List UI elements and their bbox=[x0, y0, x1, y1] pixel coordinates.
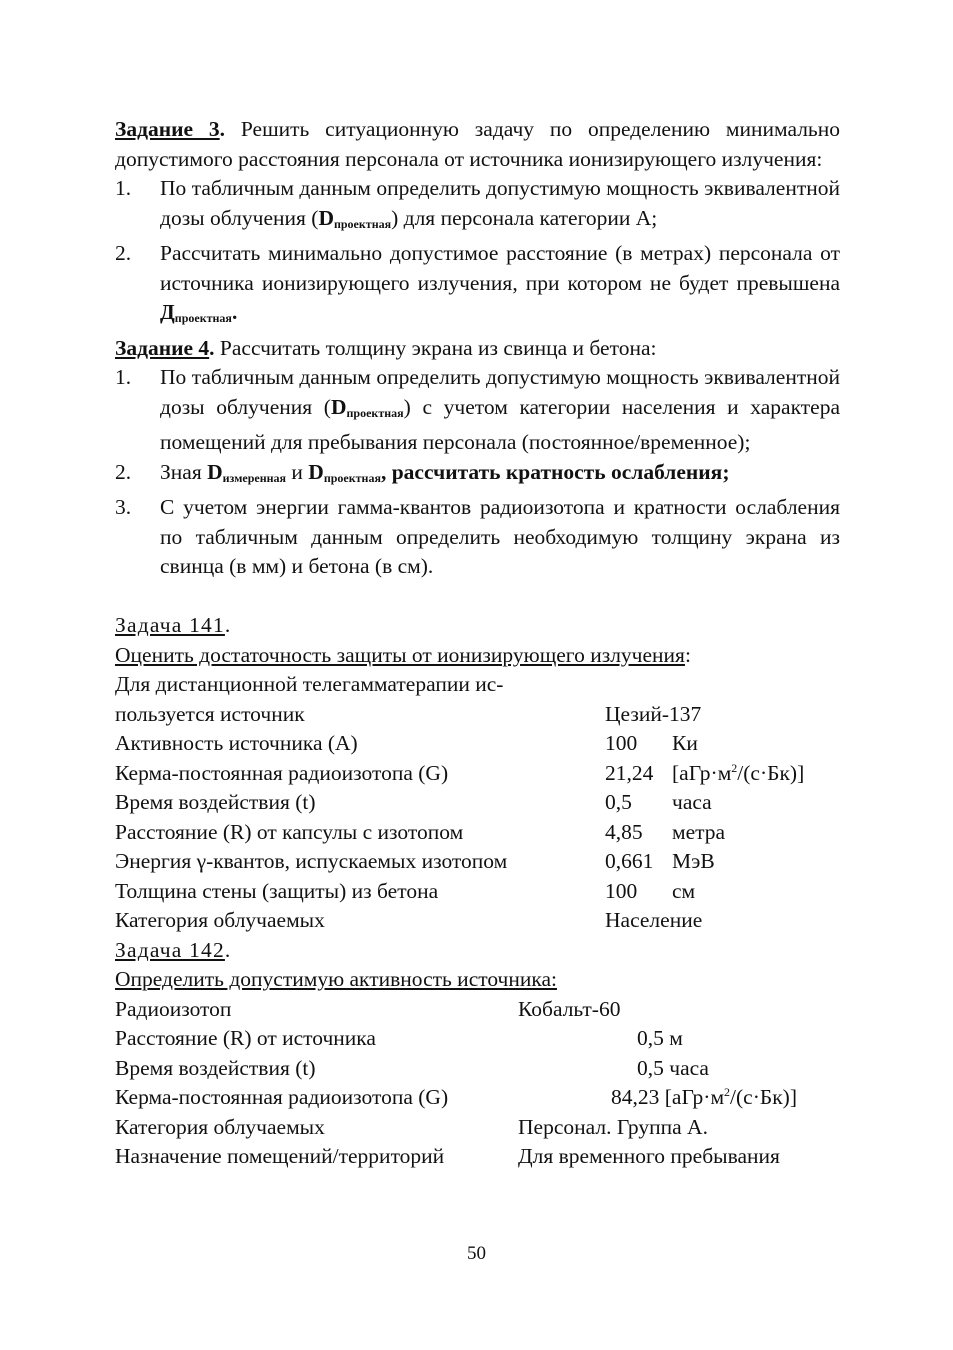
row-value: Цезий-137 bbox=[605, 701, 702, 726]
task3-item-1: 1. По табличным данным определить допустимую мощность эквивалентной дозы облучения $(D_{проектная})$ для персонала категории А; bbox=[115, 176, 840, 231]
row-label: Толщина стены (защиты) из бетона bbox=[115, 878, 439, 903]
table-row bbox=[115, 788, 840, 818]
row-value: 0,5 м bbox=[637, 1026, 683, 1050]
row-value: Персонал. Группа А. bbox=[518, 1114, 708, 1139]
table-row bbox=[115, 906, 840, 936]
task3-paragraph: Задание 3. Решить ситуационную задачу по определению минимально допустимого расстояния персонала от источника ионизирующего излучения: bbox=[115, 117, 840, 171]
row-value: 0,5 bbox=[605, 790, 632, 814]
problem142-title: Задача 142. bbox=[115, 937, 231, 962]
table-row bbox=[115, 759, 840, 789]
task4-text: Рассчитать толщину экрана из свинца и бетона: bbox=[214, 335, 657, 360]
row-label: Категория облучаемых bbox=[115, 908, 325, 932]
row-label: пользуется источник bbox=[115, 701, 305, 726]
row-value: 100 bbox=[605, 878, 638, 903]
row-value: Население bbox=[605, 908, 703, 932]
table-row bbox=[115, 1024, 840, 1054]
problem141-title: Задача 141. bbox=[115, 613, 231, 637]
problem141-subtitle: Оценить достаточность защиты от ионизирующего излучения: bbox=[115, 642, 691, 667]
row-label: Энергия γ-квантов, испускаемых изотопом bbox=[115, 849, 508, 873]
table-row bbox=[115, 995, 840, 1025]
table-row bbox=[115, 877, 840, 907]
row-unit: Ки bbox=[672, 731, 698, 755]
table-row bbox=[115, 1113, 840, 1143]
row-label: Расстояние (R) от капсулы с изотопом bbox=[115, 819, 464, 844]
row-unit: МэВ bbox=[672, 849, 715, 873]
row-value: 21,24 bbox=[605, 760, 654, 785]
table-row bbox=[115, 847, 840, 877]
row-value: Для временного пребывания bbox=[518, 1144, 780, 1168]
page-number: 50 bbox=[467, 1243, 486, 1264]
table-row bbox=[115, 1142, 840, 1172]
page-content bbox=[115, 115, 840, 1172]
task4-item-3: 3. С учетом энергии гамма-квантов радиоизотопа и кратности ослабления по табличным данным определить необходимую толщину экрана из свинца (в мм) и бетона (в см). bbox=[115, 495, 840, 578]
task4-label: Задание 4 bbox=[115, 335, 210, 360]
task3-text: Решить ситуационную задачу по определению минимально допустимого расстояния персонала от источника ионизирующего излучения: bbox=[115, 117, 840, 171]
row-label: Керма-постоянная радиоизотопа (G) bbox=[115, 760, 449, 785]
table-row bbox=[115, 1083, 840, 1113]
row-value: 84,23 $[аГр\cdot м^2/(с\cdot Бк)]$ bbox=[611, 1084, 797, 1109]
row-label: Радиоизотоп bbox=[115, 996, 232, 1021]
task4-paragraph: Задание 4. Рассчитать толщину экрана из свинца и бетона: bbox=[115, 335, 657, 360]
row-unit: $[аГр\cdot м^2/(с\cdot Бк)]$ bbox=[672, 760, 805, 785]
problem141-intro: Для дистанционной телегамматерапии ис- bbox=[115, 672, 504, 696]
task4-item-1: 1. По табличным данным определить допустимую мощность эквивалентной дозы облучения $(D_{проектная})$ с учетом категории населения и характера помещений для пребывания персонала (постоянное/временное); bbox=[115, 365, 840, 454]
row-label: Керма-постоянная радиоизотопа (G) bbox=[115, 1085, 449, 1109]
table-row bbox=[115, 818, 840, 848]
row-value: 4,85 bbox=[605, 819, 643, 844]
task4-list bbox=[115, 363, 840, 582]
problem142-subtitle: Определить допустимую активность источника: bbox=[115, 967, 557, 991]
row-value: Кобальт-60 bbox=[518, 996, 621, 1021]
task3-item-2: 2. Рассчитать минимально допустимое расстояние (в метрах) персонала от источника ионизирующего излучения, при котором не будет превышена $Д_{проектная}$. bbox=[115, 241, 840, 325]
row-value: 0,5 часа bbox=[637, 1055, 709, 1080]
row-label: Активность источника (А) bbox=[115, 731, 358, 755]
problem141-table bbox=[115, 700, 840, 936]
row-unit: метра bbox=[672, 819, 726, 844]
row-label: Расстояние (R) от источника bbox=[115, 1026, 376, 1050]
task4-item-2: 2. Зная $D_{измеренная}$ и $D_{проектная}$, рассчитать кратность ослабления; bbox=[115, 459, 730, 485]
task3-label: Задание 3 bbox=[115, 117, 220, 141]
table-row bbox=[115, 729, 840, 759]
problem142-table bbox=[115, 995, 840, 1172]
table-row bbox=[115, 1054, 840, 1084]
row-label: Категория облучаемых bbox=[115, 1114, 325, 1139]
row-label: Время воздействия (t) bbox=[115, 1055, 316, 1080]
row-unit: см bbox=[672, 878, 696, 903]
row-label: Назначение помещений/территорий bbox=[115, 1144, 445, 1168]
row-value: 100 bbox=[605, 731, 638, 755]
row-unit: часа bbox=[672, 790, 712, 814]
task3-list bbox=[115, 174, 840, 334]
table-row bbox=[115, 700, 840, 730]
row-value: 0,661 bbox=[605, 849, 654, 873]
row-label: Время воздействия (t) bbox=[115, 790, 316, 814]
